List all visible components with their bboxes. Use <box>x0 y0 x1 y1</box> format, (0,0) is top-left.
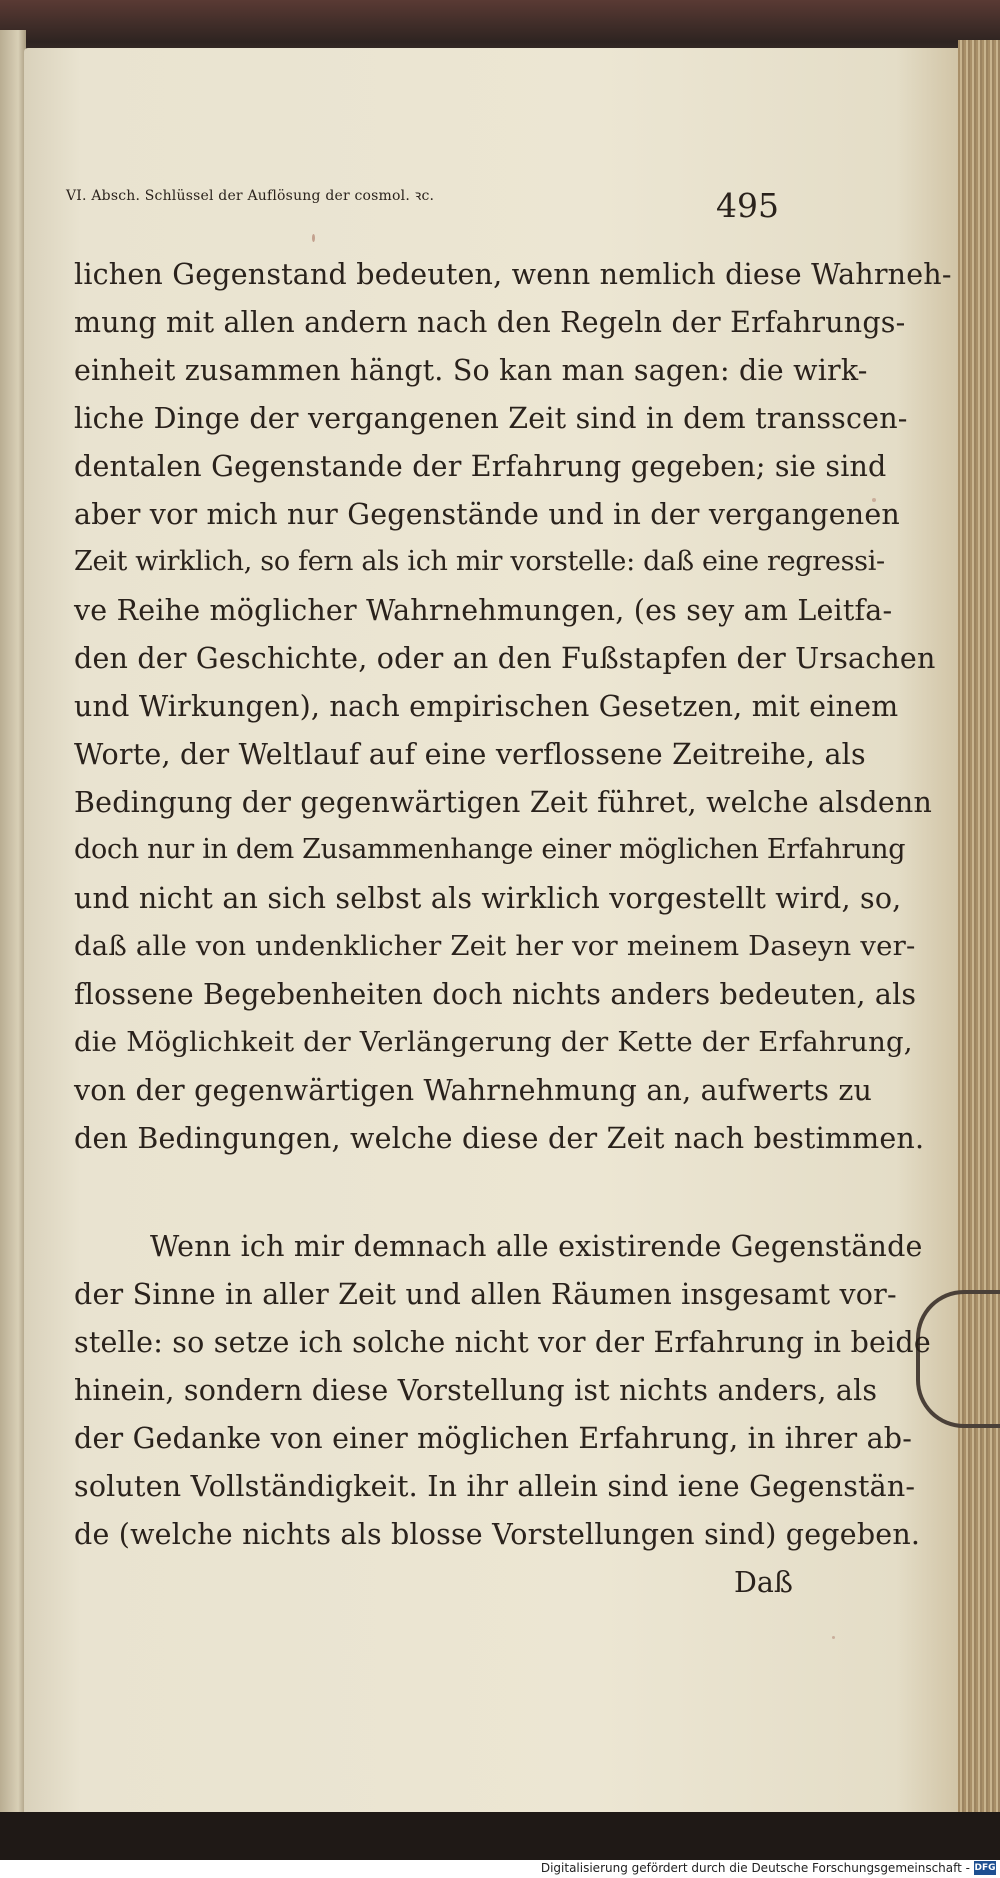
text-line: den der Geschichte, oder an den Fußstapfen der Ursachen <box>74 642 936 675</box>
text-line: Worte, der Weltlauf auf eine verflossene Zeitreihe, als <box>74 738 866 771</box>
foxing-spot <box>312 234 315 242</box>
text-line: Bedingung der gegenwärtigen Zeit führet, welche alsdenn <box>74 786 933 819</box>
text-line: soluten Vollständigkeit. In ihr allein sind iene Gegenstän- <box>74 1470 916 1503</box>
text-line: mung mit allen andern nach den Regeln der Erfahrungs- <box>74 306 906 339</box>
text-line: dentalen Gegenstande der Erfahrung gegeben; sie sind <box>74 450 887 483</box>
text-line: stelle: so setze ich solche nicht vor der Erfahrung in beide <box>74 1326 931 1359</box>
text-line: flossene Begebenheiten doch nichts anders bedeuten, als <box>74 978 917 1011</box>
text-line: der Sinne in aller Zeit und allen Räumen insgesamt vor- <box>74 1278 897 1311</box>
catchword: Daß <box>734 1566 793 1599</box>
text-line: den Bedingungen, welche diese der Zeit nach bestimmen. <box>74 1122 925 1155</box>
text-line: de (welche nichts als blosse Vorstellungen sind) gegeben. <box>74 1518 921 1551</box>
text-line: aber vor mich nur Gegenstände und in der vergangenen <box>74 498 900 531</box>
text-line: und nicht an sich selbst als wirklich vorgestellt wird, so, <box>74 882 902 915</box>
text-line: liche Dinge der vergangenen Zeit sind in dem transscen- <box>74 402 908 435</box>
text-line: Wenn ich mir demnach alle existirende Gegenstände <box>150 1230 923 1263</box>
text-line: von der gegenwärtigen Wahrnehmung an, aufwerts zu <box>74 1074 873 1107</box>
clasp-strap <box>916 1290 1000 1428</box>
text-line: und Wirkungen), nach empirischen Gesetzen, mit einem <box>74 690 899 723</box>
text-line: doch nur in dem Zusammenhange einer möglichen Erfahrung <box>74 834 906 865</box>
text-line: ve Reihe möglicher Wahrnehmungen, (es sey am Leitfa- <box>74 594 893 627</box>
footer-credit: Digitalisierung gefördert durch die Deutsche Forschungsgemeinschaft - <box>540 1861 970 1875</box>
text-line: einheit zusammen hängt. So kan man sagen: die wirk- <box>74 354 868 387</box>
book-bottom-edge <box>0 1812 1000 1862</box>
page-number: 495 <box>716 186 779 225</box>
text-line: der Gedanke von einer möglichen Erfahrung, in ihrer ab- <box>74 1422 913 1455</box>
running-title: VI. Absch. Schlüssel der Auflösung der cosmol. ꝛc. <box>66 188 435 204</box>
text-line: daß alle von undenklicher Zeit her vor meinem Daseyn ver- <box>74 930 916 962</box>
text-line: die Möglichkeit der Verlängerung der Kette der Erfahrung, <box>74 1026 913 1058</box>
text-line: Zeit wirklich, so fern als ich mir vorstelle: daß eine regressi- <box>74 546 885 577</box>
book-fore-edge <box>958 40 1000 1820</box>
dfg-logo: DFG <box>974 1863 996 1873</box>
text-line: hinein, sondern diese Vorstellung ist nichts anders, als <box>74 1374 878 1407</box>
facing-page-strip <box>0 30 26 1820</box>
foxing-spot <box>832 1636 835 1639</box>
text-line: lichen Gegenstand bedeuten, wenn nemlich diese Wahrneh- <box>74 258 952 291</box>
